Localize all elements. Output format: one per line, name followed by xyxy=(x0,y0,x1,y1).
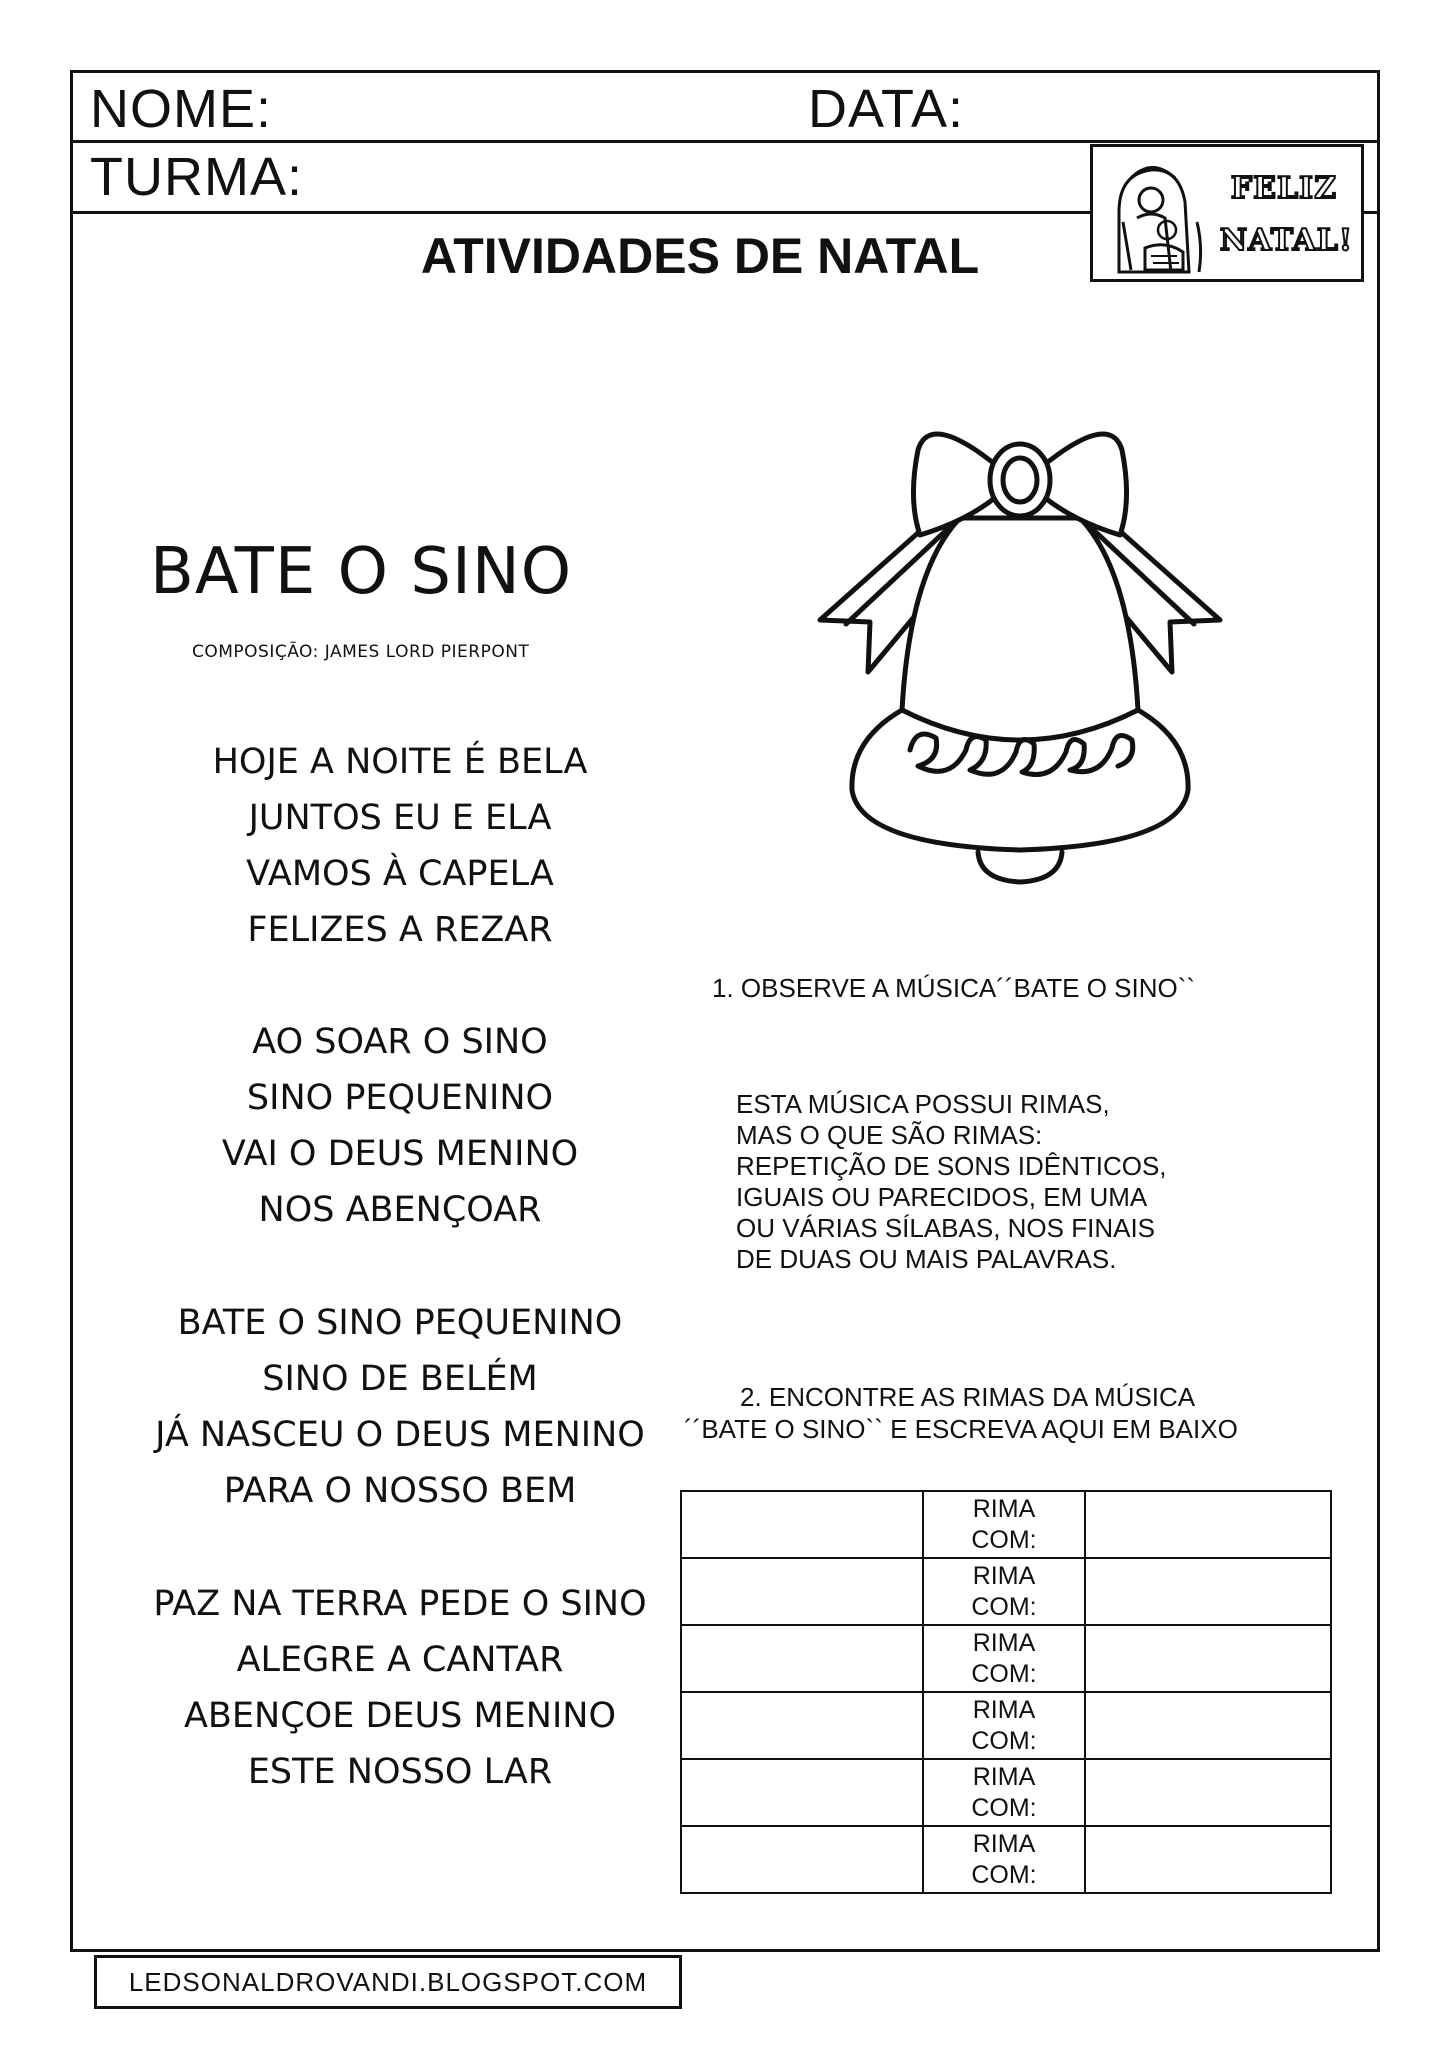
turma-label: TURMA: xyxy=(90,147,303,207)
rima-text: RIMA xyxy=(972,1561,1036,1590)
lyric-line: VAMOS À CAPELA xyxy=(246,854,554,894)
rhyme-label xyxy=(923,1491,1085,1558)
rhyme-word-right[interactable] xyxy=(1085,1692,1331,1759)
rhyme-word-right[interactable] xyxy=(1085,1558,1331,1625)
lyrics-stanza-4 xyxy=(100,1576,700,1800)
definition-line: DE DUAS OU MAIS PALAVRAS. xyxy=(736,1244,1117,1274)
definition-line: MAS O QUE SÃO RIMAS: xyxy=(736,1120,1043,1150)
lyric-line: PAZ NA TERRA PEDE O SINO xyxy=(153,1584,647,1624)
question-1: 1. OBSERVE A MÚSICA´´BATE O SINO`` xyxy=(712,973,1196,1003)
song-composer: COMPOSIÇÃO: JAMES LORD PIERPONT xyxy=(192,642,530,662)
rhyme-definition xyxy=(736,1089,1167,1275)
lyric-line: VAI O DEUS MENINO xyxy=(221,1134,579,1174)
rhyme-label xyxy=(923,1558,1085,1625)
question-2-line-2: ´´BATE O SINO`` E ESCREVA AQUI EM BAIXO xyxy=(684,1414,1238,1444)
com-text: COM: xyxy=(971,1525,1037,1554)
com-text: COM: xyxy=(971,1726,1037,1755)
rhyme-word-right[interactable] xyxy=(1085,1491,1331,1558)
lyric-line: ALEGRE A CANTAR xyxy=(236,1640,564,1680)
question-2-line-1: 2. ENCONTRE AS RIMAS DA MÚSICA xyxy=(740,1382,1196,1412)
lyric-line: NOS ABENÇOAR xyxy=(258,1190,542,1230)
nome-label: NOME: xyxy=(90,79,273,139)
lyrics-stanza-1 xyxy=(100,734,700,958)
rhyme-word-right[interactable] xyxy=(1085,1625,1331,1692)
rhyme-label xyxy=(923,1759,1085,1826)
rhyme-label xyxy=(923,1692,1085,1759)
table-row xyxy=(681,1558,1331,1625)
page-title: ATIVIDADES DE NATAL xyxy=(420,228,980,284)
com-text: COM: xyxy=(971,1793,1037,1822)
lyrics-stanza-3 xyxy=(100,1295,700,1519)
definition-line: ESTA MÚSICA POSSUI RIMAS, xyxy=(736,1089,1110,1119)
table-row xyxy=(681,1692,1331,1759)
com-text: COM: xyxy=(971,1860,1037,1889)
rhyme-label xyxy=(923,1625,1085,1692)
lyric-line: ESTE NOSSO LAR xyxy=(247,1752,553,1792)
com-text: COM: xyxy=(971,1592,1037,1621)
rhyme-word-right[interactable] xyxy=(1085,1826,1331,1893)
lyric-line: PARA O NOSSO BEM xyxy=(223,1471,577,1511)
data-label: DATA: xyxy=(808,79,965,139)
rima-text: RIMA xyxy=(972,1762,1036,1791)
com-text: COM: xyxy=(971,1659,1037,1688)
rhyme-label xyxy=(923,1826,1085,1893)
badge-feliz: FELIZ xyxy=(1230,171,1337,206)
christmas-bell-icon xyxy=(790,410,1250,890)
rima-text: RIMA xyxy=(972,1695,1036,1724)
rhyme-word-left[interactable] xyxy=(681,1491,923,1558)
rhyme-word-left[interactable] xyxy=(681,1692,923,1759)
definition-line: REPETIÇÃO DE SONS IDÊNTICOS, xyxy=(736,1151,1167,1181)
lyric-line: ABENÇOE DEUS MENINO xyxy=(183,1696,617,1736)
rhyme-table xyxy=(680,1490,1332,1894)
song-title: BATE O SINO xyxy=(150,535,573,609)
lyric-line: SINO DE BELÉM xyxy=(262,1359,538,1399)
footer-url[interactable]: LEDSONALDROVANDI.BLOGSPOT.COM xyxy=(94,1955,682,2009)
lyric-line: HOJE A NOITE É BELA xyxy=(212,742,588,782)
rhyme-word-right[interactable] xyxy=(1085,1759,1331,1826)
header-divider-1 xyxy=(70,140,1380,143)
lyrics-stanza-2 xyxy=(100,1014,700,1238)
rhyme-word-left[interactable] xyxy=(681,1826,923,1893)
table-row xyxy=(681,1491,1331,1558)
table-row xyxy=(681,1826,1331,1893)
lyric-line: JUNTOS EU E ELA xyxy=(248,798,552,838)
rhyme-word-left[interactable] xyxy=(681,1558,923,1625)
feliz-natal-badge xyxy=(1090,144,1364,282)
lyric-line: BATE O SINO PEQUENINO xyxy=(177,1303,623,1343)
table-row xyxy=(681,1759,1331,1826)
rhyme-word-left[interactable] xyxy=(681,1759,923,1826)
rima-text: RIMA xyxy=(972,1494,1036,1523)
table-row xyxy=(681,1625,1331,1692)
badge-natal: NATAL! xyxy=(1219,223,1353,258)
lyric-line: JÁ NASCEU O DEUS MENINO xyxy=(155,1415,645,1455)
definition-line: OU VÁRIAS SÍLABAS, NOS FINAIS xyxy=(736,1213,1156,1243)
definition-line: IGUAIS OU PARECIDOS, EM UMA xyxy=(736,1182,1148,1212)
rima-text: RIMA xyxy=(972,1829,1036,1858)
lyric-line: SINO PEQUENINO xyxy=(246,1078,554,1118)
rhyme-word-left[interactable] xyxy=(681,1625,923,1692)
nativity-icon xyxy=(1099,152,1209,277)
lyric-line: FELIZES A REZAR xyxy=(247,910,553,950)
lyric-line: AO SOAR O SINO xyxy=(252,1022,548,1062)
rima-text: RIMA xyxy=(972,1628,1036,1657)
